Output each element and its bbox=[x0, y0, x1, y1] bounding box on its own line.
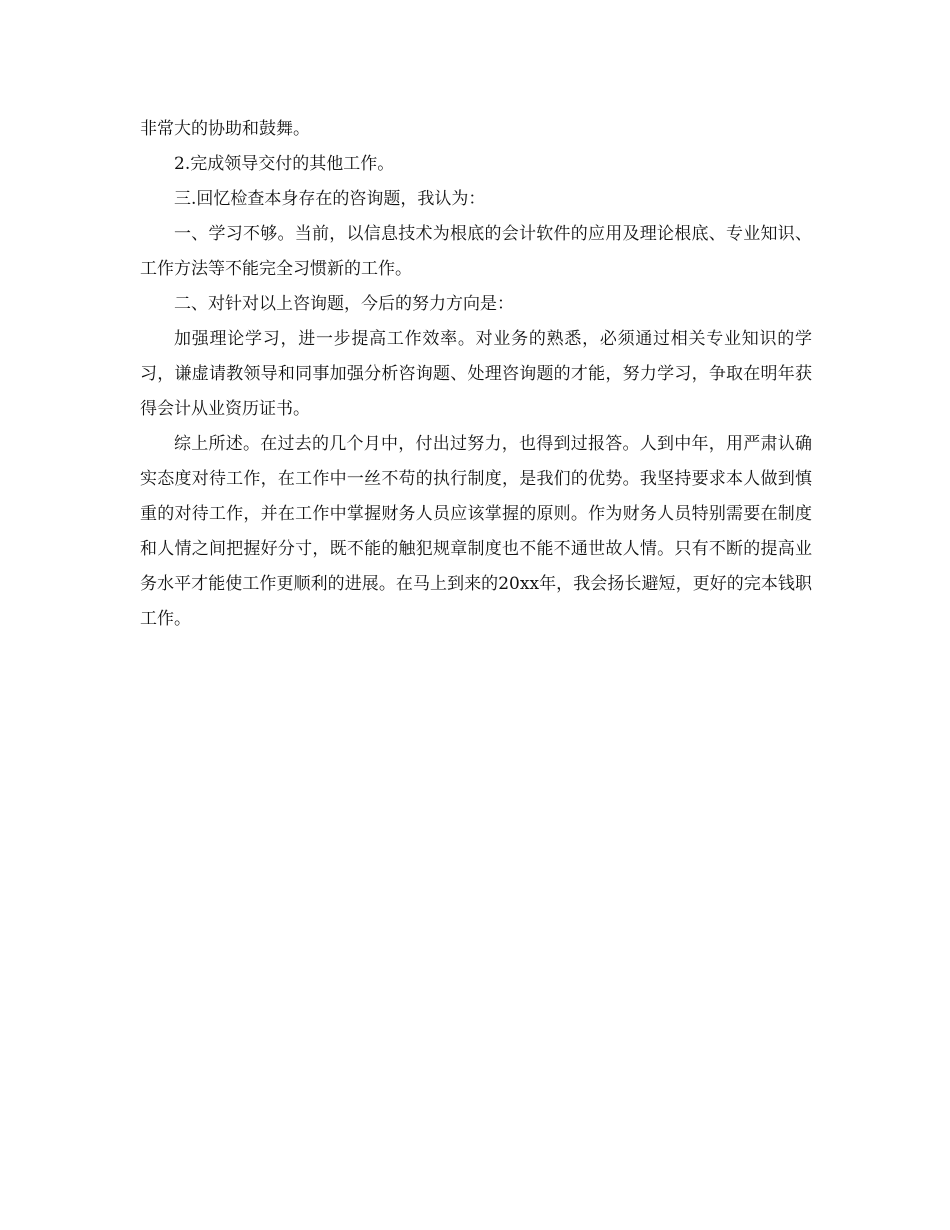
paragraph: 加强理论学习，进一步提高工作效率。对业务的熟悉，必须通过相关专业知识的学习，谦虚请教领导和同事加强分析咨询题、处理咨询题的才能，努力学习，争取在明年获得会计从业资历证书。 bbox=[140, 329, 812, 419]
document-body bbox=[140, 112, 812, 637]
paragraph: 2.完成领导交付的其他工作。 bbox=[174, 154, 395, 174]
paragraph: 综上所述。在过去的几个月中，付出过努力，也得到过报答。人到中年，用严肃认确实态度对待工作，在工作中一丝不苟的执行制度，是我们的优势。我坚持要求本人做到慎重的对待工作，并在工作中掌握财务人员应该掌握的原则。作为财务人员特别需要在制度和人情之间把握好分寸，既不能的触犯规章制度也不能不通世故人情。只有不断的提高业务水平才能使工作更顺利的进展。在马上到来的20xx年，我会扬长避短，更好的完本钱职工作。 bbox=[140, 434, 812, 629]
paragraph: 三.回忆检查本身存在的咨询题，我认为： bbox=[174, 189, 486, 209]
paragraph: 非常大的协助和鼓舞。 bbox=[140, 119, 310, 139]
paragraph: 二、对针对以上咨询题，今后的努力方向是： bbox=[174, 294, 514, 314]
paragraph: 一、学习不够。当前，以信息技术为根底的会计软件的应用及理论根底、专业知识、工作方法等不能完全习惯新的工作。 bbox=[140, 224, 812, 279]
